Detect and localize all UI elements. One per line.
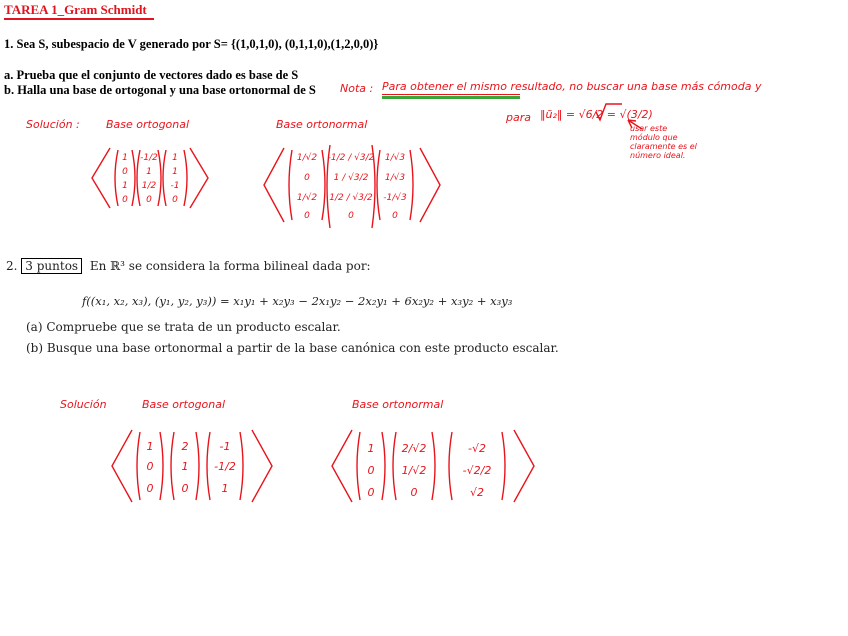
sol2-orthonormal-v3-entry-1: -√2 [468, 442, 486, 455]
sol1-orthonormal-v1-entry-4: 0 [304, 211, 310, 221]
sol1-orthogonal-v1-entry-3: 1 [122, 181, 128, 191]
document-title: TAREA 1_Gram Schmidt [4, 2, 147, 17]
note-para: para [506, 111, 531, 124]
sol2-orthonormal-v2-entry-3: 0 [410, 486, 418, 499]
sol2-orthogonal-v1-entry-2: 0 [146, 460, 154, 473]
exercise-1-part-b: b. Halla una base de ortogonal y una base ortonormal de S [4, 83, 316, 97]
exercise-2-number: 2. [6, 259, 18, 273]
arrow-note-line-2: módulo que [630, 133, 678, 142]
sol2-orthonormal-v3-entry-2: -√2/2 [462, 464, 492, 477]
exercise-1-statement: 1. Sea S, subespacio de V generado por S= {(1,0,1,0), (0,1,1,0),(1,2,0,0)} [4, 37, 379, 51]
sol1-orthonormal-v2-entry-3: 1/2 / √3/2 [329, 193, 373, 203]
sol2-orthogonal-v1-entry-1: 1 [146, 440, 154, 453]
sol1-orthogonal-v2-entry-2: 1 [146, 167, 152, 177]
arrow-note-line-1: usar este [630, 124, 668, 133]
exercise-2-statement: En ℝ³ se considera la forma bilineal dada por: [89, 259, 371, 273]
sol1-orthonormal-v1-entry-3: 1/√2 [296, 193, 318, 203]
sol1-orthonormal-v3-entry-1: 1/√3 [384, 153, 406, 163]
sol2-orthogonal-v2-entry-1: 2 [181, 440, 189, 453]
exercise-1-part-a: a. Prueba que el conjunto de vectores dado es base de S [4, 68, 299, 82]
sol2-orthogonal-v3-entry-1: -1 [219, 440, 231, 453]
exercise-2-points-box: 3 puntos [21, 258, 82, 274]
note-label: Nota : [340, 82, 374, 95]
sol2-orthogonal-v3-entry-2: -1/2 [214, 460, 236, 473]
sol1-orthogonal-v3-entry-4: 0 [172, 195, 178, 205]
sol1-orthogonal-v3-entry-1: 1 [172, 153, 178, 163]
sol2-orthogonal-v2-entry-2: 1 [181, 460, 189, 473]
sol1-orthogonal-v2-entry-3: 1/2 [141, 181, 157, 191]
sol1-orthogonal-v2-entry-1: -1/2 [140, 153, 158, 163]
sol2-orthonormal-v3-entry-3: √2 [469, 486, 485, 499]
solution-2-orthogonal-label: Base ortogonal [142, 398, 226, 411]
solution-1-orthogonal-label: Base ortogonal [106, 118, 190, 131]
sol1-orthogonal-v2-entry-4: 0 [146, 195, 152, 205]
sol2-orthonormal-v1-entry-1: 1 [367, 442, 375, 455]
solution-1-orthonormal-label: Base ortonormal [276, 118, 368, 131]
solution-2-label: Solución [60, 398, 107, 411]
sol1-orthonormal-v3-entry-3: -1/√3 [383, 193, 407, 203]
sol1-orthogonal-v1-entry-2: 0 [122, 167, 128, 177]
sol1-orthonormal-v3-entry-4: 0 [392, 211, 398, 221]
sol1-orthogonal-v3-entry-3: -1 [170, 181, 180, 191]
bilinear-form-formula: f((x₁, x₂, x₃), (y₁, y₂, y₃)) = x₁y₁ + x₂y₃ − 2x₁y₂ − 2x₂y₁ + 6x₂y₂ + x₃y₂ + x₃y₃ [82, 294, 513, 308]
solution-1-label: Solución : [26, 118, 80, 131]
sol1-orthonormal-v2-entry-1: -1/2 / √3/2 [327, 153, 375, 163]
sol1-orthogonal-v3-entry-2: 1 [172, 167, 178, 177]
sol1-orthonormal-v2-entry-4: 0 [348, 211, 354, 221]
exercise-2-part-b: (b) Busque una base ortonormal a partir de la base canónica con este producto escalar. [26, 341, 559, 355]
sol1-orthonormal-v1-entry-2: 0 [304, 173, 310, 183]
solution-2-orthonormal-label: Base ortonormal [352, 398, 444, 411]
sol1-orthogonal-v1-entry-1: 1 [122, 153, 128, 163]
sol1-orthonormal-v3-entry-2: 1/√3 [384, 173, 406, 183]
sol2-orthonormal-v2-entry-1: 2/√2 [401, 442, 427, 455]
note-text: Para obtener el mismo resultado, no buscar una base más cómoda y [382, 80, 762, 93]
sol2-orthonormal-v1-entry-2: 0 [367, 464, 375, 477]
note-norm-expression: ‖ũ₂‖ = √6/2 = √(3/2) [540, 108, 653, 121]
sol2-orthonormal-v2-entry-2: 1/√2 [401, 464, 427, 477]
sol1-orthogonal-v1-entry-4: 0 [122, 195, 128, 205]
arrow-note-line-4: número ideal. [630, 151, 686, 160]
sol2-orthogonal-v3-entry-3: 1 [221, 482, 229, 495]
sol1-orthonormal-v1-entry-1: 1/√2 [296, 153, 318, 163]
exercise-2-part-a: (a) Compruebe que se trata de un producto escalar. [26, 320, 341, 334]
sol2-orthogonal-v1-entry-3: 0 [146, 482, 154, 495]
sol2-orthogonal-v2-entry-3: 0 [181, 482, 189, 495]
sol1-orthonormal-v2-entry-2: 1 / √3/2 [333, 173, 369, 183]
sol2-orthonormal-v1-entry-3: 0 [367, 486, 375, 499]
note-arrow-icon [628, 120, 642, 129]
arrow-note-line-3: claramente es el [630, 142, 697, 151]
